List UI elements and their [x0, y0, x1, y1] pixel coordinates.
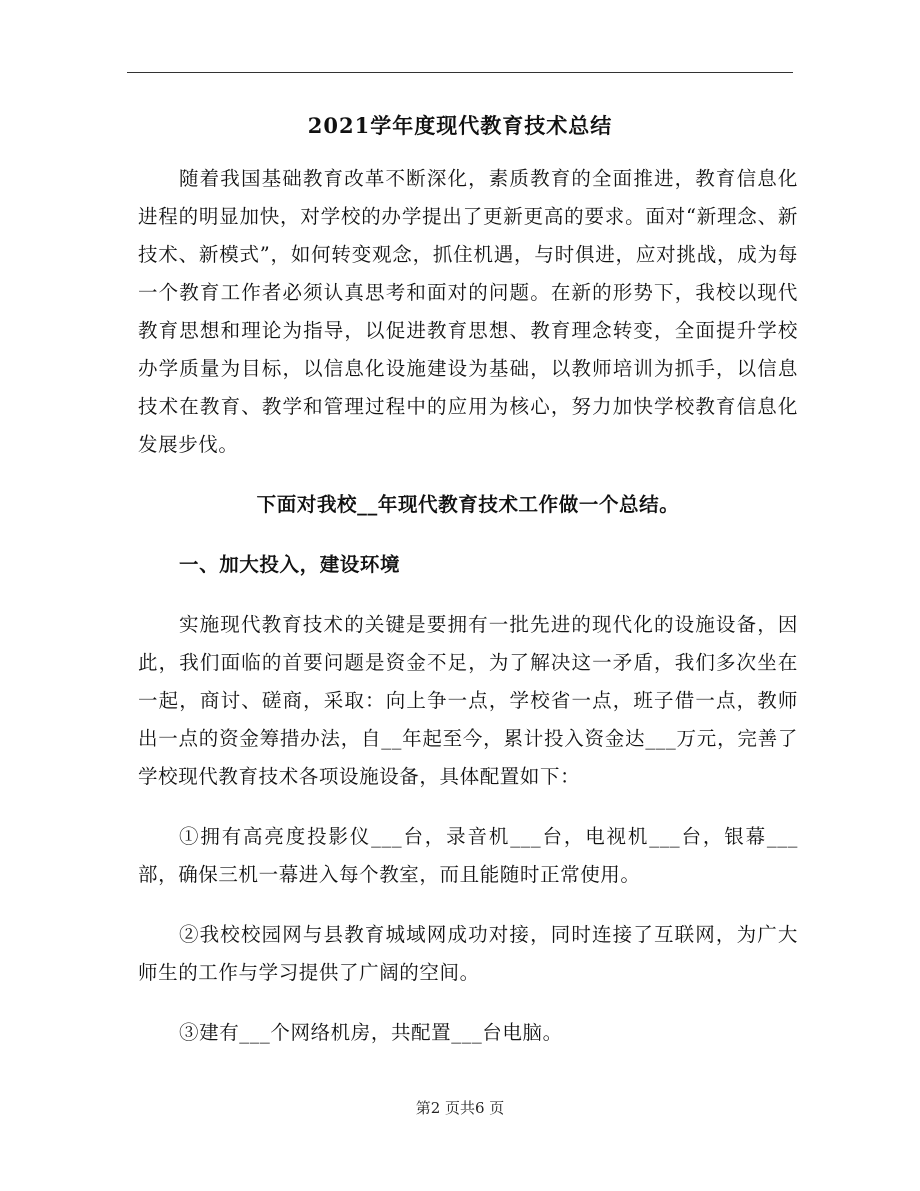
- list-item-2: ②我校校园网与县教育城域网成功对接，同时连接了互联网，为广大师生的工作与学习提供了广阔的空间。: [138, 923, 798, 984]
- paragraph-summary-lead: 下面对我校__年现代教育技术工作做一个总结。: [256, 493, 680, 516]
- document-title: 2021学年度现代教育技术总结: [307, 113, 613, 138]
- page-number: 第2 页共6 页: [415, 1099, 505, 1117]
- section-heading-1: 一、加大投入，建设环境: [179, 553, 401, 576]
- document-body: [138, 160, 798, 1074]
- paragraph-intro: 随着我国基础教育改革不断深化，素质教育的全面推进，教育信息化进程的明显加快，对学校的办学提出了更新更高的要求。面对“新理念、新技术、新模式”，如何转变观念，抓住机遇，与时俱进，应对挑战，成为每一个教育工作者必须认真思考和面对的问题。在新的形势下，我校以现代教育思想和理论为指导，以促进教育思想、教育理念转变，全面提升学校办学质量为目标，以信息化设施建设为基础，以教师培训为抓手，以信息技术在教育、教学和管理过程中的应用为核心，努力加快学校教育信息化发展步伐。: [138, 167, 798, 456]
- list-item-1: ①拥有高亮度投影仪___台，录音机___台，电视机___台，银幕___部，确保三机一幕进入每个教室，而且能随时正常使用。: [138, 825, 798, 886]
- paragraph-section-1: 实施现代教育技术的关键是要拥有一批先进的现代化的设施设备，因此，我们面临的首要问题是资金不足，为了解决这一矛盾，我们多次坐在一起，商讨、磋商，采取：向上争一点，学校省一点，班子借一点，教师出一点的资金筹措办法，自__年起至今，累计投入资金达___万元，完善了学校现代教育技术各项设施设备，具体配置如下：: [138, 613, 798, 788]
- header-rule: [127, 72, 793, 73]
- list-item-3: ③建有___个网络机房，共配置___台电脑。: [179, 1021, 563, 1044]
